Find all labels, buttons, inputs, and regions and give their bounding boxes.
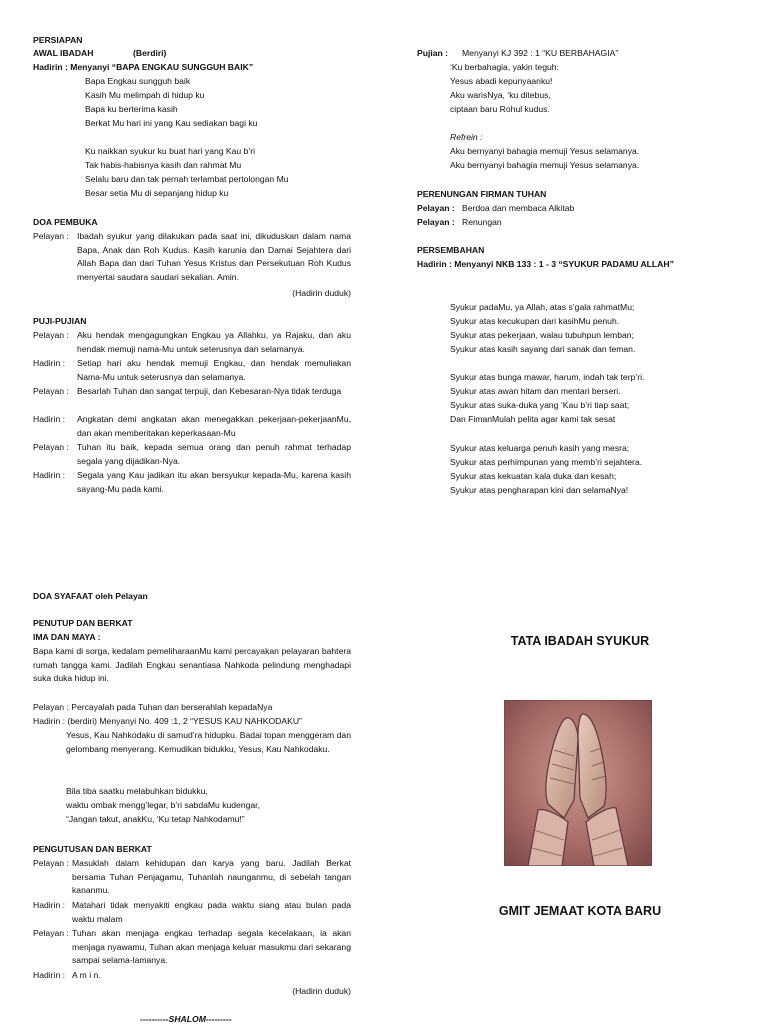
- song3-line: ciptaan baru Rohul kudus.: [450, 104, 550, 114]
- song2-line: waktu ombak mengg’legar, b’ri sabdaMu kudengar,: [66, 800, 260, 810]
- section-pengutusan: PENGUTUSAN DAN BERKAT: [33, 844, 152, 854]
- speaker-label: Pelayan :: [33, 231, 69, 241]
- song4-line: Syukur atas bunga mawar, harum, indah tak terp’ri.: [450, 372, 645, 382]
- cover-title: TATA IBADAH SYUKUR: [510, 634, 650, 648]
- section-persembahan: PERSEMBAHAN: [417, 245, 485, 255]
- speaker-label: Pelayan :: [33, 386, 69, 396]
- speaker-label: Pelayan :: [33, 858, 69, 868]
- speaker-label: Pelayan :: [417, 203, 455, 213]
- section-doa-syafaat: DOA SYAFAAT oleh Pelayan: [33, 591, 148, 601]
- song4-line: Syukur atas keluarga penuh kasih yang mesra;: [450, 443, 630, 453]
- song2-line: “Jangan takut, anakKu, ‘Ku tetap Nahkodamu!”: [66, 814, 245, 824]
- speaker-label: Hadirin :: [33, 470, 65, 480]
- speaker-label: Hadirin :: [33, 358, 65, 368]
- speaker-label: Pelayan :: [33, 442, 69, 452]
- song3-line: ‘Ku berbahagia, yakin teguh:: [450, 62, 559, 72]
- section-persiapan: PERSIAPAN: [33, 35, 83, 45]
- section-doa-pembuka: DOA PEMBUKA: [33, 217, 98, 227]
- song1-line: Bapa Engkau sungguh baik: [85, 76, 191, 86]
- song4-line: Syukur atas kasih sayang dari sanak dan teman.: [450, 344, 636, 354]
- section-penutup: PENUTUP DAN BERKAT: [33, 618, 133, 628]
- sending-text: Masuklah dalam kehidupan dan karya yang baru. Jadilah Berkat bersama Tuhan Penjagamu, Tuhanlah naunganmu, di sebelah tangan kananmu.: [72, 858, 351, 895]
- litany-text: Setiap hari aku hendak memuji Engkau, dan hendak memuliakan Nama-Mu untuk seterusnya dan selamanya.: [77, 358, 351, 382]
- praying-hands-image: [504, 700, 652, 866]
- song4-line: Syukur atas pekerjaan, walau tubuhpun lemban;: [450, 330, 634, 340]
- perenungan-item: Berdoa dan membaca Alkitab: [462, 203, 575, 213]
- pujian-label: Pujian :: [417, 48, 449, 58]
- song2-verse1: Yesus, Kau Nahkodaku di samud’ra hidupku. Badai topan menggeram dan gelombang menyerang. Kemudikan bidukku, Yesus, Kau Nahkodaku.: [66, 730, 351, 754]
- song1-line: Tak habis-habisnya kasih dan rahmat Mu: [85, 160, 242, 170]
- song1-line: Besar setia Mu di sepanjang hidup ku: [85, 188, 229, 198]
- speaker-label: Pelayan :: [417, 217, 455, 227]
- song3-line: Aku warisNya, ‘ku ditebus,: [450, 90, 551, 100]
- speaker-label: Hadirin :: [33, 414, 65, 424]
- section-perenungan: PERENUNGAN FIRMAN TUHAN: [417, 189, 547, 199]
- refrein-label: Refrein :: [450, 132, 483, 142]
- perenungan-item: Renungan: [462, 217, 502, 227]
- song1-line: Kasih Mu melimpah di hidup ku: [85, 90, 205, 100]
- pelayan-percaya: Pelayan : Percayalah pada Tuhan dan berserahlah kepadaNya: [33, 702, 273, 712]
- song4-line: Syukur atas awan hitam dan mentari berseri.: [450, 386, 621, 396]
- speaker-label: Pelayan :: [33, 928, 69, 938]
- song4-line: Syukur atas pengharapan kini dan selamaNya!: [450, 485, 629, 495]
- song4-line: Syukur atas kecukupan dari kasihMu penuh.: [450, 316, 620, 326]
- litany-text: Tuhan itu baik, kepada semua orang dan penuh rahmat terhadap segala yang dijadikan-Nya.: [77, 442, 351, 466]
- hadirin-song-1: Hadirin : Menyanyi “BAPA ENGKAU SUNGGUH BAIK”: [33, 62, 254, 72]
- litany-text: Angkatan demi angkatan akan menegakkan pekerjaan-pekerjaanMu, dan akan memberitakan keperkasaan-Mu: [77, 414, 351, 438]
- opening-prayer-text: Ibadah syukur yang dilakukan pada saat ini, dikuduskan dalam nama Bapa, Anak dan Roh Kudus. Kasih karunia dan Damai Sejahtera dari Allah Bapa dan dari Tuhan Yesus Kristus dan Persekutuan Roh Kudus menyertai saudara saudari sekalian. Amin.: [77, 231, 351, 282]
- song1-line: Selalu baru dan tak pernah terlambat pertolongan Mu: [85, 174, 289, 184]
- hadirin-song-409: Hadirin : (berdiri) Menyanyi No. 409 :1, 2 “YESUS KAU NAHKODAKU”: [33, 716, 302, 726]
- song1-line: Berkat Mu hari ini yang Kau sediakan bagi ku: [85, 118, 258, 128]
- song4-line: Syukur atas suka-duka yang ‘Kau b’ri tiap saat;: [450, 400, 630, 410]
- litany-text: Segala yang Kau jadikan itu akan bersyukur kepada-Mu, karena kasih sayang-Mu pada kami.: [77, 470, 351, 494]
- litany-text: Aku hendak mengagungkan Engkau ya Allahku, ya Rajaku, dan aku hendak memuji nama-Mu untuk seterusnya dan selamanya.: [77, 330, 351, 354]
- pujian-song: Menyanyi KJ 392 : 1 “KU BERBAHAGIA”: [462, 48, 619, 58]
- section-awal-ibadah: AWAL IBADAH: [33, 48, 94, 58]
- closing-prayer-text: Bapa kami di sorga, kedalam pemeliharaanMu kami percayakan pelayaran bahtera rumah tangga kami. Jadilah Engkau senantiasa Nahkoda pelindung menghadapi suka duka hidup ini.: [33, 646, 351, 683]
- song4-line: Syukur padaMu, ya Allah, atas s’gala rahmatMu;: [450, 302, 635, 312]
- litany-text: Besarlah Tuhan dan sangat terpuji, dan Kebesaran-Nya tidak terduga: [77, 386, 342, 396]
- hadirin-duduk-note: (Hadirin duduk): [292, 986, 351, 996]
- refrein-line: Aku bernyanyi bahagia memuji Yesus selamanya.: [450, 146, 640, 156]
- speaker-label: Pelayan :: [33, 330, 69, 340]
- ima-maya-label: IMA DAN MAYA :: [33, 632, 101, 642]
- sending-text: Matahari tidak menyakiti engkau pada waktu siang atau bulan pada waktu malam: [72, 900, 351, 924]
- song3-line: Yesus abadi kepunyaanku!: [450, 76, 553, 86]
- refrein-line: Aku bernyanyi bahagia memuji Yesus selamanya.: [450, 160, 640, 170]
- section-puji-pujian: PUJI-PUJIAN: [33, 316, 87, 326]
- song2-line: Bila tiba saatku melabuhkan bidukku,: [66, 786, 208, 796]
- song1-line: Bapa ku berterima kasih: [85, 104, 178, 114]
- song4-line: Syukur atas perhimpunan yang memb’ri sejahtera.: [450, 457, 643, 467]
- shalom-footer: ----------SHALOM---------: [140, 1014, 232, 1024]
- speaker-label: Hadirin :: [33, 970, 65, 980]
- song4-line: Dan FimanMulah pelita agar kami tak sesat: [450, 414, 616, 424]
- sending-text: A m i n.: [72, 970, 101, 980]
- speaker-label: Hadirin :: [33, 900, 65, 910]
- song1-line: Ku naikkan syukur ku buat hari yang Kau b’ri: [85, 146, 256, 156]
- hadirin-song-nkb: Hadirin : Menyanyi NKB 133 : 1 - 3 “SYUKUR PADAMU ALLAH”: [417, 259, 674, 269]
- sending-text: Tuhan akan menjaga engkau terhadap segala kecelakaan, ia akan menjaga nyawamu, Tuhan akan menjaga keluar masukmu dari sekarang sampai selama-lamanya.: [72, 928, 351, 965]
- church-name: GMIT JEMAAT KOTA BARU: [498, 904, 662, 918]
- song4-line: Syukur atas kekuatan kala duka dan kesah;: [450, 471, 617, 481]
- berdiri-note: (Berdiri): [133, 48, 167, 58]
- hadirin-duduk-note: (Hadirin duduk): [292, 288, 351, 298]
